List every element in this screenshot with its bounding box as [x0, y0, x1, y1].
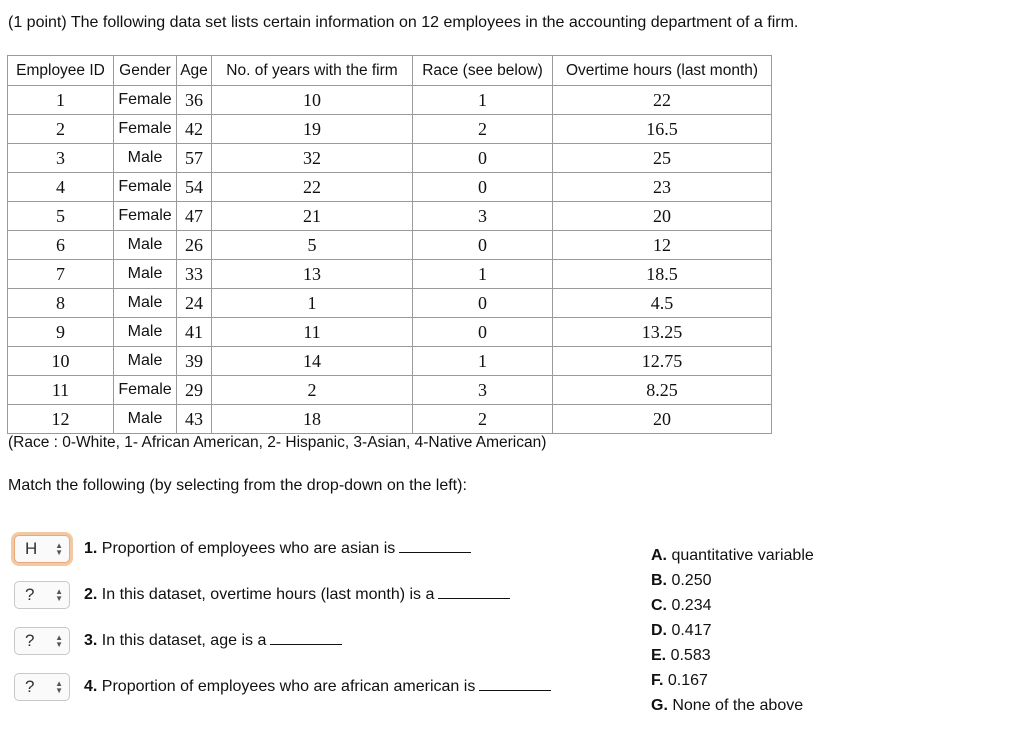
table-row	[8, 376, 772, 405]
gender-cell: Male	[114, 260, 177, 289]
age-cell: 47	[177, 202, 212, 231]
header-years: No. of years with the firm	[212, 56, 413, 86]
answer-option-f: F. 0.167	[651, 672, 708, 689]
race-cell: 1	[413, 260, 553, 289]
table-row	[8, 231, 772, 260]
gender-cell: Male	[114, 289, 177, 318]
overtime-cell: 13.25	[553, 318, 772, 347]
question-2	[14, 578, 510, 612]
employee-id-cell: 9	[8, 318, 114, 347]
answer-select-2[interactable]	[14, 581, 70, 609]
select-value: H	[25, 539, 38, 558]
overtime-cell: 12.75	[553, 347, 772, 376]
gender-cell: Female	[114, 115, 177, 144]
overtime-cell: 16.5	[553, 115, 772, 144]
header-race: Race (see below)	[413, 56, 553, 86]
employee-id-cell: 1	[8, 86, 114, 115]
header-employee-id: Employee ID	[8, 56, 114, 86]
question-text: 4. Proportion of employees who are african american is	[84, 678, 551, 696]
age-cell: 41	[177, 318, 212, 347]
question-3	[14, 624, 342, 658]
age-cell: 39	[177, 347, 212, 376]
employee-id-cell: 5	[8, 202, 114, 231]
header-age: Age	[177, 56, 212, 86]
gender-cell: Male	[114, 405, 177, 434]
years-cell: 5	[212, 231, 413, 260]
years-cell: 18	[212, 405, 413, 434]
race-cell: 0	[413, 173, 553, 202]
employee-id-cell: 7	[8, 260, 114, 289]
age-cell: 24	[177, 289, 212, 318]
gender-cell: Male	[114, 144, 177, 173]
employee-table	[7, 55, 772, 434]
question-text: 1. Proportion of employees who are asian is	[84, 540, 471, 558]
overtime-cell: 18.5	[553, 260, 772, 289]
answer-option-d: D. 0.417	[651, 622, 712, 639]
race-cell: 3	[413, 202, 553, 231]
gender-cell: Female	[114, 86, 177, 115]
age-cell: 42	[177, 115, 212, 144]
years-cell: 22	[212, 173, 413, 202]
years-cell: 2	[212, 376, 413, 405]
employee-id-cell: 10	[8, 347, 114, 376]
select-arrows-icon: ▲ ▼	[55, 541, 63, 557]
overtime-cell: 22	[553, 86, 772, 115]
answer-options	[651, 543, 814, 718]
gender-cell: Female	[114, 173, 177, 202]
overtime-cell: 25	[553, 144, 772, 173]
table-row	[8, 260, 772, 289]
employee-id-cell: 3	[8, 144, 114, 173]
years-cell: 11	[212, 318, 413, 347]
age-cell: 26	[177, 231, 212, 260]
table-row	[8, 347, 772, 376]
race-cell: 3	[413, 376, 553, 405]
table-row	[8, 144, 772, 173]
overtime-cell: 20	[553, 202, 772, 231]
gender-cell: Female	[114, 376, 177, 405]
select-value: ?	[25, 677, 35, 696]
years-cell: 14	[212, 347, 413, 376]
employee-id-cell: 11	[8, 376, 114, 405]
select-arrows-icon: ▲ ▼	[55, 633, 63, 649]
age-cell: 29	[177, 376, 212, 405]
question-text: 2. In this dataset, overtime hours (last month) is a	[84, 586, 510, 604]
answer-select-4[interactable]	[14, 673, 70, 701]
header-overtime: Overtime hours (last month)	[553, 56, 772, 86]
answer-option-a: A. quantitative variable	[651, 547, 814, 564]
race-cell: 1	[413, 347, 553, 376]
race-cell: 0	[413, 289, 553, 318]
employee-id-cell: 4	[8, 173, 114, 202]
race-cell: 0	[413, 144, 553, 173]
answer-select-1[interactable]	[14, 535, 70, 563]
answer-option-e: E. 0.583	[651, 647, 711, 664]
select-arrows-icon: ▲ ▼	[55, 679, 63, 695]
race-cell: 0	[413, 231, 553, 260]
employee-id-cell: 12	[8, 405, 114, 434]
age-cell: 43	[177, 405, 212, 434]
match-instruction: Match the following (by selecting from the drop-down on the left):	[8, 477, 467, 494]
table-row	[8, 405, 772, 434]
table-row	[8, 318, 772, 347]
years-cell: 19	[212, 115, 413, 144]
overtime-cell: 23	[553, 173, 772, 202]
answer-option-c: C. 0.234	[651, 597, 712, 614]
employee-id-cell: 2	[8, 115, 114, 144]
overtime-cell: 12	[553, 231, 772, 260]
table-header-row	[8, 56, 772, 86]
problem-intro: (1 point) The following data set lists certain information on 12 employees in the accounting department of a firm.	[8, 14, 799, 31]
overtime-cell: 8.25	[553, 376, 772, 405]
age-cell: 57	[177, 144, 212, 173]
table-row	[8, 86, 772, 115]
question-4	[14, 670, 551, 704]
years-cell: 32	[212, 144, 413, 173]
years-cell: 10	[212, 86, 413, 115]
question-1	[14, 532, 471, 566]
select-value: ?	[25, 585, 35, 604]
years-cell: 21	[212, 202, 413, 231]
years-cell: 13	[212, 260, 413, 289]
years-cell: 1	[212, 289, 413, 318]
gender-cell: Female	[114, 202, 177, 231]
race-cell: 0	[413, 318, 553, 347]
employee-id-cell: 6	[8, 231, 114, 260]
table-row	[8, 173, 772, 202]
gender-cell: Male	[114, 231, 177, 260]
race-cell: 1	[413, 86, 553, 115]
answer-option-b: B. 0.250	[651, 572, 712, 589]
table-row	[8, 115, 772, 144]
answer-option-g: G. None of the above	[651, 697, 804, 714]
answer-select-3[interactable]	[14, 627, 70, 655]
race-cell: 2	[413, 115, 553, 144]
overtime-cell: 20	[553, 405, 772, 434]
gender-cell: Male	[114, 347, 177, 376]
table-row	[8, 289, 772, 318]
age-cell: 36	[177, 86, 212, 115]
race-legend-note: (Race : 0-White, 1- African American, 2- Hispanic, 3-Asian, 4-Native American)	[8, 434, 547, 451]
gender-cell: Male	[114, 318, 177, 347]
select-arrows-icon: ▲ ▼	[55, 587, 63, 603]
table-row	[8, 202, 772, 231]
overtime-cell: 4.5	[553, 289, 772, 318]
select-value: ?	[25, 631, 35, 650]
race-cell: 2	[413, 405, 553, 434]
question-text: 3. In this dataset, age is a	[84, 632, 342, 650]
header-gender: Gender	[114, 56, 177, 86]
employee-id-cell: 8	[8, 289, 114, 318]
age-cell: 33	[177, 260, 212, 289]
age-cell: 54	[177, 173, 212, 202]
